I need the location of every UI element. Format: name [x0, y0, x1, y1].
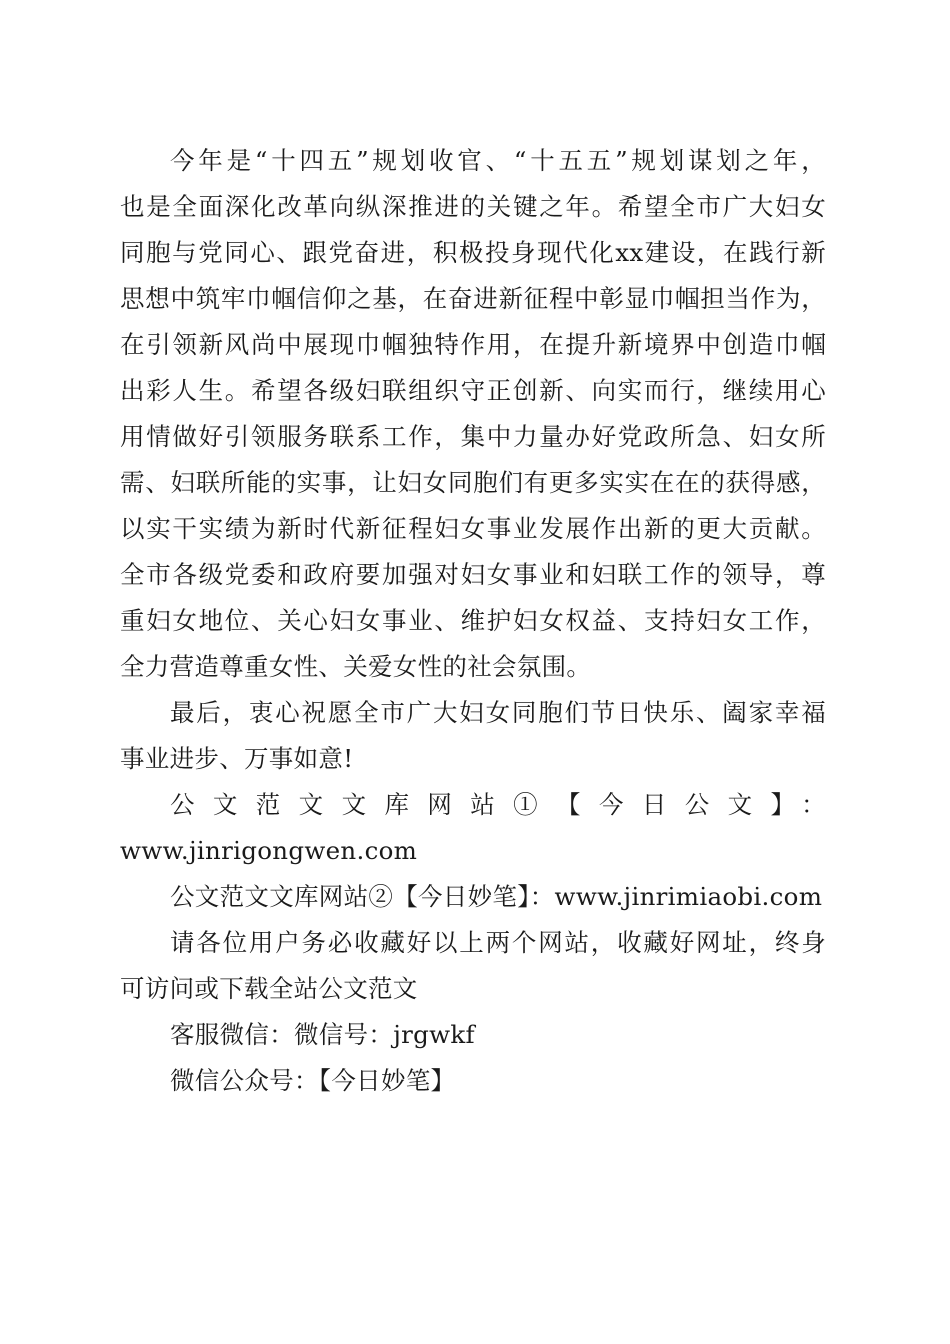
- paragraph-line: 全市各级党委和政府要加强对妇女事业和妇联工作的领导，尊: [120, 560, 826, 589]
- paragraph-line: 出彩人生。希望各级妇联组织守正创新、向实而行，继续用心: [120, 376, 826, 405]
- paragraph-line: 也是全面深化改革向纵深推进的关键之年。希望全市广大妇女: [120, 192, 826, 221]
- service-wechat: 客服微信：微信号：jrgwkf: [170, 1020, 475, 1049]
- paragraph-line: 思想中筑牢巾帼信仰之基，在奋进新征程中彰显巾帼担当作为，: [120, 284, 826, 313]
- paragraph-line: 用情做好引领服务联系工作，集中力量办好党政所急、妇女所: [120, 422, 826, 451]
- site-1-label: 公文范文文库网站①【今日公文】：: [170, 790, 826, 819]
- closing-line: 事业进步、万事如意!: [120, 744, 354, 773]
- official-account: 微信公众号：【今日妙笔】: [170, 1066, 456, 1095]
- closing-line: 最后，衷心祝愿全市广大妇女同胞们节日快乐、阖家幸福: [170, 698, 826, 727]
- site-2-line: 公文范文文库网站②【今日妙笔】：www.jinrimiaobi.com: [170, 882, 823, 911]
- paragraph-line: 今年是“十四五”规划收官、“十五五”规划谋划之年，: [170, 146, 826, 175]
- paragraph-line: 重妇女地位、关心妇女事业、维护妇女权益、支持妇女工作，: [120, 606, 826, 635]
- paragraph-line: 在引领新风尚中展现巾帼独特作用，在提升新境界中创造巾帼: [120, 330, 826, 359]
- site-1-url: www.jinrigongwen.com: [120, 836, 418, 865]
- paragraph-line: 全力营造尊重女性、关爱女性的社会氛围。: [120, 652, 592, 681]
- paragraph-line: 以实干实绩为新时代新征程妇女事业发展作出新的更大贡献。: [120, 514, 826, 543]
- notice-line: 可访问或下载全站公文范文: [120, 974, 418, 1003]
- notice-line: 请各位用户务必收藏好以上两个网站，收藏好网址，终身: [170, 928, 826, 957]
- paragraph-line: 需、妇联所能的实事，让妇女同胞们有更多实实在在的获得感，: [120, 468, 826, 497]
- paragraph-line: 同胞与党同心、跟党奋进，积极投身现代化xx建设，在践行新: [120, 238, 826, 267]
